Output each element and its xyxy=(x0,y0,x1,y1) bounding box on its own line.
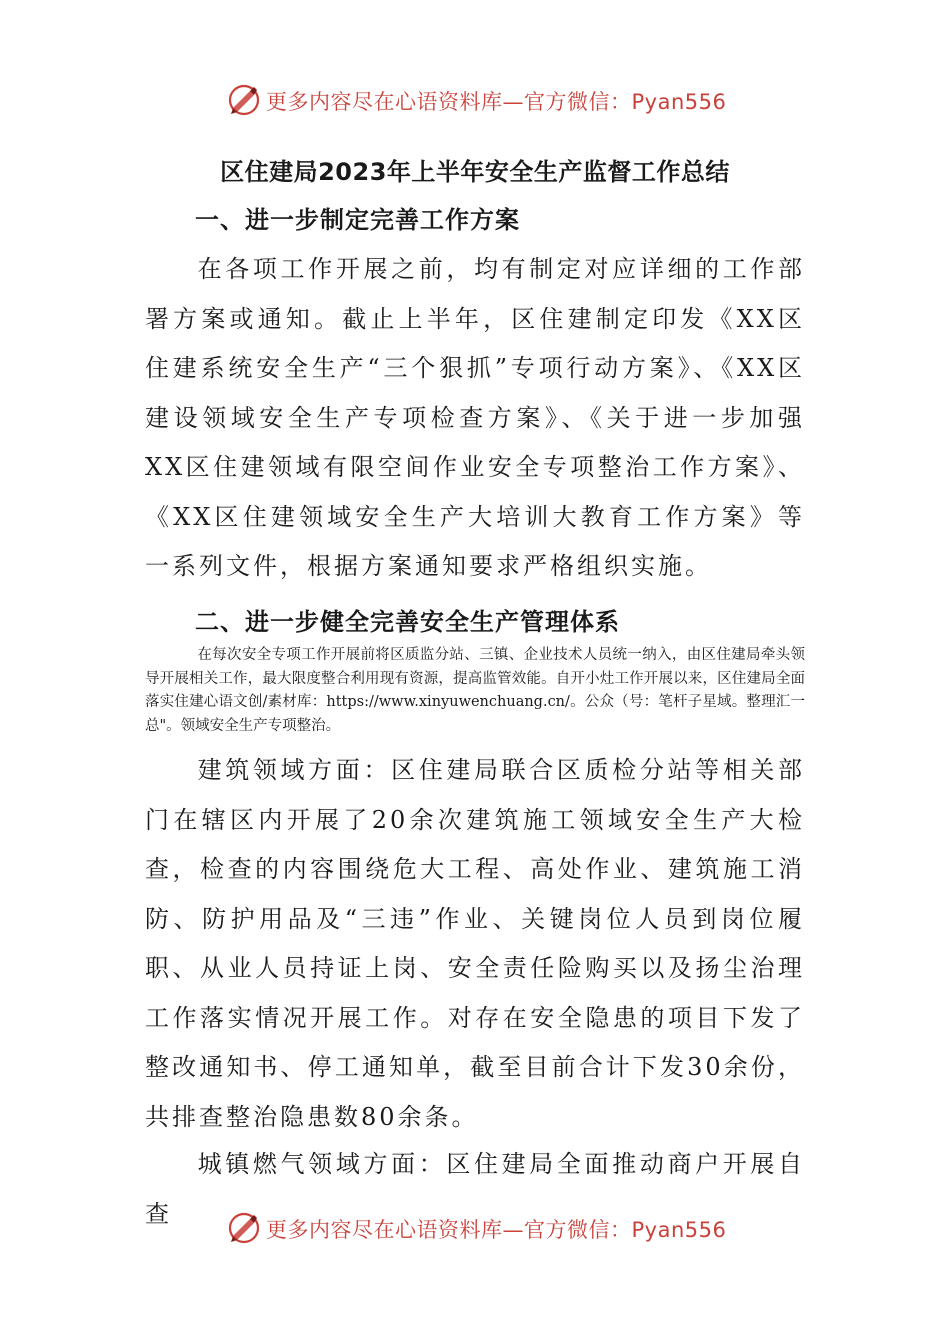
pen-logo-icon xyxy=(226,82,262,118)
footer-banner xyxy=(0,1208,950,1248)
construction-paragraph-text: 建筑领域方面：区住建局联合区质检分站等相关部门在辖区内开展了20余次建筑施工领域安全生产大检查，检查的内容围绕危大工程、高处作业、建筑施工消防、防护用品及“三违”作业、关键岗位人员到岗位履职、从业人员持证上岗、安全责任险购买以及扬尘治理工作落实情况开展工作。对存在安全隐患的项目下发了整改通知书、停工通知单，截至目前合计下发30余份，共排查整治隐患数80余条。 xyxy=(145,756,805,1131)
banner-text: 更多内容尽在心语资料库—官方微信：Pyan556 xyxy=(266,1218,727,1242)
section-heading-1: 一、进一步制定完善工作方案 xyxy=(195,206,520,234)
construction-paragraph xyxy=(145,746,805,1142)
section-2-small-paragraph xyxy=(145,644,805,738)
section-heading-2: 二、进一步健全完善安全生产管理体系 xyxy=(195,608,620,636)
section-2-small-paragraph-text: 在每次安全专项工作开展前将区质监分站、三镇、企业技术人员统一纳入，由区住建局牵头领导开展相关工作，最大限度整合利用现有资源，提高监管效能。自开小灶工作开展以来，区住建局全面落实住建心语文创/素材库：https://www.xinyuwenchuang.cn/。公众（号：笔杆子星域。整理汇一总"。领域安全生产专项整治。 xyxy=(145,647,805,734)
gas-paragraph-text: 城镇燃气领域方面：区住建局全面推动商户开展自查 xyxy=(145,1150,805,1228)
pen-logo-icon xyxy=(226,1210,262,1246)
section-1-paragraph-text: 在各项工作开展之前，均有制定对应详细的工作部署方案或通知。截止上半年，区住建制定印发《XX区住建系统安全生产“三个狠抓”专项行动方案》、《XX区建设领域安全生产专项检查方案》、《关于进一步加强XX区住建领域有限空间作业安全专项整治工作方案》、《XX区住建领域安全生产大培训大教育工作方案》等一系列文件，根据方案通知要求严格组织实施。 xyxy=(145,255,805,580)
document-title: 区住建局2023年上半年安全生产监督工作总结 xyxy=(220,158,730,186)
header-banner xyxy=(0,80,950,120)
section-1-paragraph xyxy=(145,245,805,592)
banner-text: 更多内容尽在心语资料库—官方微信：Pyan556 xyxy=(266,90,727,114)
